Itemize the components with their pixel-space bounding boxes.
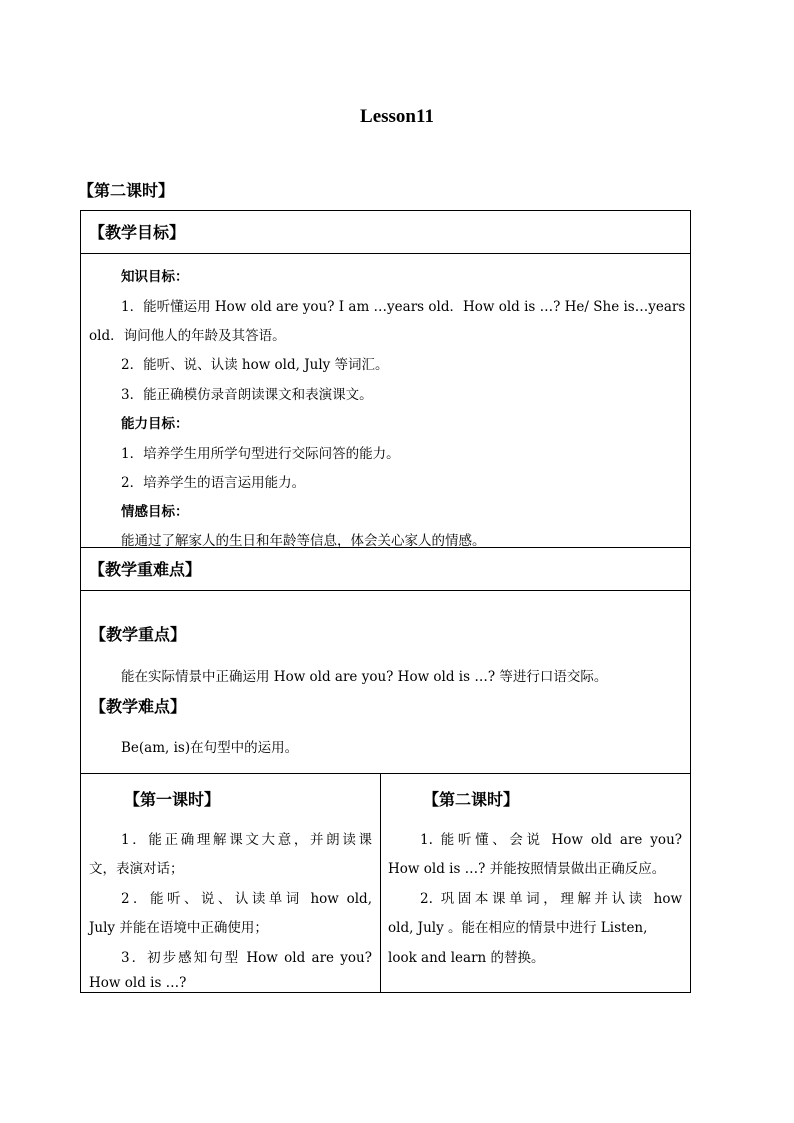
first-period-header: 【第一课时】 bbox=[124, 790, 221, 809]
page-title: Lesson11 bbox=[360, 106, 434, 127]
key-points-header: 【教学重难点】 bbox=[81, 548, 690, 591]
first-period-line-4: July 并能在语境中正确使用； bbox=[89, 920, 268, 936]
first-period-line-2: 文，表演对话； bbox=[89, 861, 184, 877]
objectives-header: 【教学目标】 bbox=[81, 211, 690, 254]
first-period-line-5: 3．初步感知句型 How old are you? bbox=[121, 950, 372, 966]
second-period-line-3: 2. 巩固本课单词，理解并认读 how bbox=[420, 891, 682, 907]
first-period-line-1: 1．能正确理解课文大意，并朗读课 bbox=[121, 832, 372, 848]
second-period-line-1: 1. 能听懂、会说 How old are you? bbox=[420, 832, 682, 848]
teaching-focus-text: 能在实际情景中正确运用 How old are you? How old is …? 等进行口语交际。 bbox=[121, 669, 608, 685]
knowledge-goal-1a: 1．能听懂运用 How old are you? I am …years old．How old is …? He/ She is…years bbox=[121, 299, 686, 315]
teaching-difficulty-label: 【教学难点】 bbox=[90, 697, 187, 716]
first-period-line-3: 2．能听、说、认读单词 how old, bbox=[121, 891, 372, 907]
second-period-line-4: old, July 。能在相应的情景中进行 Listen, bbox=[388, 920, 648, 936]
ability-goal-2: 2．培养学生的语言运用能力。 bbox=[121, 475, 306, 491]
teaching-difficulty-text: Be(am, is)在句型中的运用。 bbox=[121, 740, 299, 756]
emotion-goal-label: 情感目标： bbox=[121, 504, 189, 520]
lesson-period-tag: 【第二课时】 bbox=[78, 181, 175, 200]
knowledge-goal-3: 3．能正确模仿录音朗读课文和表演课文。 bbox=[121, 387, 373, 403]
second-period-column bbox=[380, 774, 690, 992]
knowledge-goal-2: 2．能听、说、认读 how old, July 等词汇。 bbox=[121, 357, 389, 373]
second-period-line-2: How old is …? 并能按照情景做出正确反应。 bbox=[388, 861, 666, 877]
first-period-line-6: How old is …? bbox=[89, 975, 187, 991]
knowledge-goal-label: 知识目标： bbox=[121, 269, 189, 285]
ability-goal-1: 1．培养学生用所学句型进行交际问答的能力。 bbox=[121, 446, 400, 462]
first-period-column bbox=[81, 774, 381, 992]
key-points-section bbox=[80, 547, 691, 774]
knowledge-goal-1b: old．询问他人的年龄及其答语。 bbox=[89, 328, 286, 344]
periods-section bbox=[80, 773, 691, 993]
second-period-line-5: look and learn 的替换。 bbox=[388, 950, 545, 966]
teaching-focus-label: 【教学重点】 bbox=[90, 625, 187, 644]
ability-goal-label: 能力目标： bbox=[121, 416, 189, 432]
emotion-goal-1: 能通过了解家人的生日和年龄等信息，体会关心家人的情感。 bbox=[121, 533, 486, 549]
objectives-section bbox=[80, 210, 691, 548]
second-period-header: 【第二课时】 bbox=[423, 790, 520, 809]
